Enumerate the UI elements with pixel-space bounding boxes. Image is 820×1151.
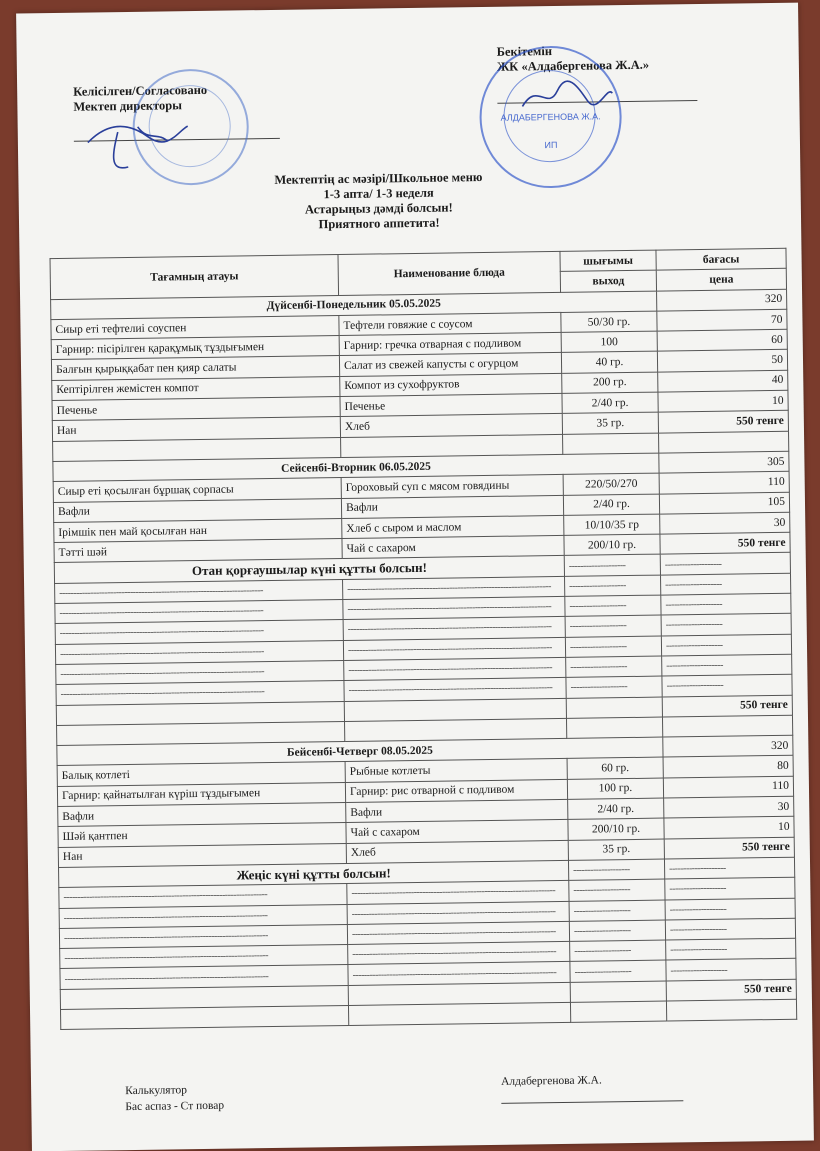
dish-yield: 10/10/35 гр xyxy=(564,514,660,536)
dish-kz: Ірімшік пен май қосылған нан xyxy=(54,518,342,542)
dish-yield: 50/30 гр. xyxy=(561,311,657,333)
dish-price: 60 xyxy=(657,329,787,351)
approved-name: ЖК «Алдабергенова Ж.А.» xyxy=(496,57,650,74)
dash-row: ------------------------------------------------------------------------ ------------------------------------------------------------------------ -------------------- -------------------- xyxy=(56,674,792,705)
dish-yield: 100 гр. xyxy=(567,778,663,800)
dish-ru: Вафли xyxy=(346,799,568,822)
dish-price: 30 xyxy=(660,512,790,534)
col-kz-name: Тағамның атауы xyxy=(50,255,339,300)
day-total-price: 305 xyxy=(659,451,789,473)
dish-kz: Кептірілген жемістен компот xyxy=(52,376,340,400)
day-title-thu: Бейсенбі-Четверг 08.05.2025 xyxy=(57,737,663,766)
dish-price: 110 xyxy=(659,472,789,494)
dish-kz: Балғын қырыққабат пен қияр салаты xyxy=(51,356,339,380)
day-sum: 550 тенге xyxy=(662,695,792,717)
dish-kz: Гарнир: қайнатылған күріш тұздығымен xyxy=(57,782,345,806)
dish-yield: 40 гр. xyxy=(561,352,657,374)
col-price-ru: цена xyxy=(656,269,786,291)
dish-ru: Тефтели говяжие с соусом xyxy=(339,312,561,335)
dish-price: 80 xyxy=(663,756,793,778)
agreed-title: Келісілген/Согласовано xyxy=(73,82,208,99)
dish-yield: 200 гр. xyxy=(562,372,658,394)
dish-ru: Рыбные котлеты xyxy=(345,759,567,782)
title-line-4: Приятного аппетита! xyxy=(318,215,440,232)
dash-row: ------------------------------------------------------------------------ ------------------------------------------------------------------------ -------------------- -------------------- xyxy=(59,918,795,949)
dish-ru: Компот из сухофруктов xyxy=(340,373,562,396)
dish-yield: 100 xyxy=(561,331,657,353)
dish-kz: Печенье xyxy=(52,397,340,421)
menu-table xyxy=(50,248,798,1030)
holiday-row-2: Жеңіс күні құтты болсын! -------------------- -------------------- xyxy=(59,857,795,888)
dash-row: ------------------------------------------------------------------------ ------------------------------------------------------------------------ -------------------- -------------------- xyxy=(55,614,791,645)
dash-row: ------------------------------------------------------------------------ ------------------------------------------------------------------------ -------------------- -------------------- xyxy=(56,654,792,685)
dish-ru: Салат из свежей капусты с огурцом xyxy=(339,353,561,376)
dish-ru: Гороховый суп с мясом говядины xyxy=(341,475,563,498)
footer-calc: Калькулятор xyxy=(125,1084,188,1098)
dish-yield: 2/40 гр. xyxy=(562,392,658,414)
col-ru-name: Наименование блюда xyxy=(338,251,561,295)
dish-yield: 2/40 гр. xyxy=(563,494,659,516)
day-total-price: 320 xyxy=(657,289,787,311)
dish-price: 40 xyxy=(658,370,788,392)
dish-ru: Чай с сахаром xyxy=(346,820,568,843)
dish-ru: Чай с сахаром xyxy=(342,536,564,559)
dash-row: ------------------------------------------------------------------------ ------------------------------------------------------------------------ -------------------- -------------------- xyxy=(55,634,791,665)
company-stamp: АЛДАБЕРГЕНОВА Ж.А. ИП xyxy=(479,45,623,189)
dish-kz: Нан xyxy=(58,843,346,867)
dish-yield: 200/10 гр. xyxy=(568,818,664,840)
dish-kz: Шәй қантпен xyxy=(58,823,346,847)
dish-kz: Сиыр еті қосылған бұршақ сорпасы xyxy=(53,478,341,502)
dish-kz: Тәтті шәй xyxy=(54,539,342,563)
dish-yield: 200/10 гр. xyxy=(564,534,660,556)
approved-title: Бекітемін xyxy=(496,44,553,59)
dish-price: 50 xyxy=(657,350,787,372)
dish-kz: Нан xyxy=(52,417,340,441)
holiday-greeting-1: Отан қорғаушылар күні құтты болсын! xyxy=(54,556,564,583)
dish-yield: 60 гр. xyxy=(567,757,663,779)
dish-yield: 35 гр. xyxy=(568,839,664,861)
agreed-role: Мектеп директоры xyxy=(73,98,183,114)
day-total-price: 320 xyxy=(663,735,793,757)
dish-yield: 2/40 гр. xyxy=(568,798,664,820)
day-sum: 550 тенге xyxy=(660,532,790,554)
dish-ru: Хлеб с сыром и маслом xyxy=(342,515,564,538)
col-yield-kz: шығымы xyxy=(560,250,656,272)
col-yield-ru: выход xyxy=(560,270,656,292)
dish-ru: Хлеб xyxy=(340,414,562,437)
dish-yield: 35 гр. xyxy=(562,412,658,434)
dish-price: 105 xyxy=(659,492,789,514)
footer-signer: Алдабергенова Ж.А. xyxy=(500,1074,602,1088)
dash-row: ------------------------------------------------------------------------ ------------------------------------------------------------------------ -------------------- -------------------- xyxy=(60,938,796,969)
dish-ru: Гарнир: рис отварной с подливом xyxy=(345,779,567,802)
day-title-tue: Сейсенбі-Вторник 06.05.2025 xyxy=(53,453,659,482)
dish-price: 70 xyxy=(657,309,787,331)
dish-ru: Печенье xyxy=(340,394,562,417)
dish-kz: Вафли xyxy=(53,498,341,522)
dash-cell: -------------------- xyxy=(660,553,790,575)
dish-kz: Сиыр еті тефтелиі соуспен xyxy=(51,315,339,339)
dash-row: ------------------------------------------------------------------------ ------------------------------------------------------------------------ -------------------- -------------------- xyxy=(59,877,795,908)
dash-cell: -------------------- xyxy=(564,555,660,577)
dish-kz: Балық котлеті xyxy=(57,762,345,786)
day-title-mon: Дүйсенбі-Понедельник 05.05.2025 xyxy=(51,291,657,320)
director-signature xyxy=(77,111,198,183)
dish-kz: Гарнир: пісірілген қарақұмық тұздығымен xyxy=(51,336,339,360)
dash-row: ------------------------------------------------------------------------ ------------------------------------------------------------------------ -------------------- -------------------- xyxy=(55,573,791,604)
dish-ru: Хлеб xyxy=(346,840,568,863)
dash-row: ------------------------------------------------------------------------ ------------------------------------------------------------------------ -------------------- -------------------- xyxy=(60,959,796,990)
dish-ru: Гарнир: гречка отварная с подливом xyxy=(339,333,561,356)
dish-kz: Вафли xyxy=(58,803,346,827)
dish-price: 30 xyxy=(664,796,794,818)
dish-price: 10 xyxy=(658,390,788,412)
menu-document xyxy=(16,3,814,1151)
holiday-greeting-2: Жеңіс күні құтты болсын! xyxy=(59,860,569,887)
dash-row: ------------------------------------------------------------------------ ------------------------------------------------------------------------ -------------------- -------------------- xyxy=(59,898,795,929)
dish-price: 10 xyxy=(664,817,794,839)
dish-yield: 220/50/270 xyxy=(563,473,659,495)
footer-signature-line xyxy=(501,1100,683,1104)
day-sum: 550 тенге xyxy=(658,411,788,433)
day-sum: 550 тенге xyxy=(664,837,794,859)
dish-price: 110 xyxy=(663,776,793,798)
dash-row: ------------------------------------------------------------------------ ------------------------------------------------------------------------ -------------------- -------------------- xyxy=(55,593,791,624)
title-line-3: Астарыңыз дәмді болсын! xyxy=(304,200,453,217)
approved-signature xyxy=(517,75,618,116)
footer-chef: Бас аспаз - Ст повар xyxy=(125,1099,225,1114)
col-price-kz: бағасы xyxy=(656,248,786,270)
day-sum: 550 тенге xyxy=(666,979,796,1001)
title-line-2: 1-3 апта/ 1-3 неделя xyxy=(323,185,434,202)
title-line-1: Мектептің ас мәзірі/Школьное меню xyxy=(274,170,483,187)
dish-ru: Вафли xyxy=(341,495,563,518)
